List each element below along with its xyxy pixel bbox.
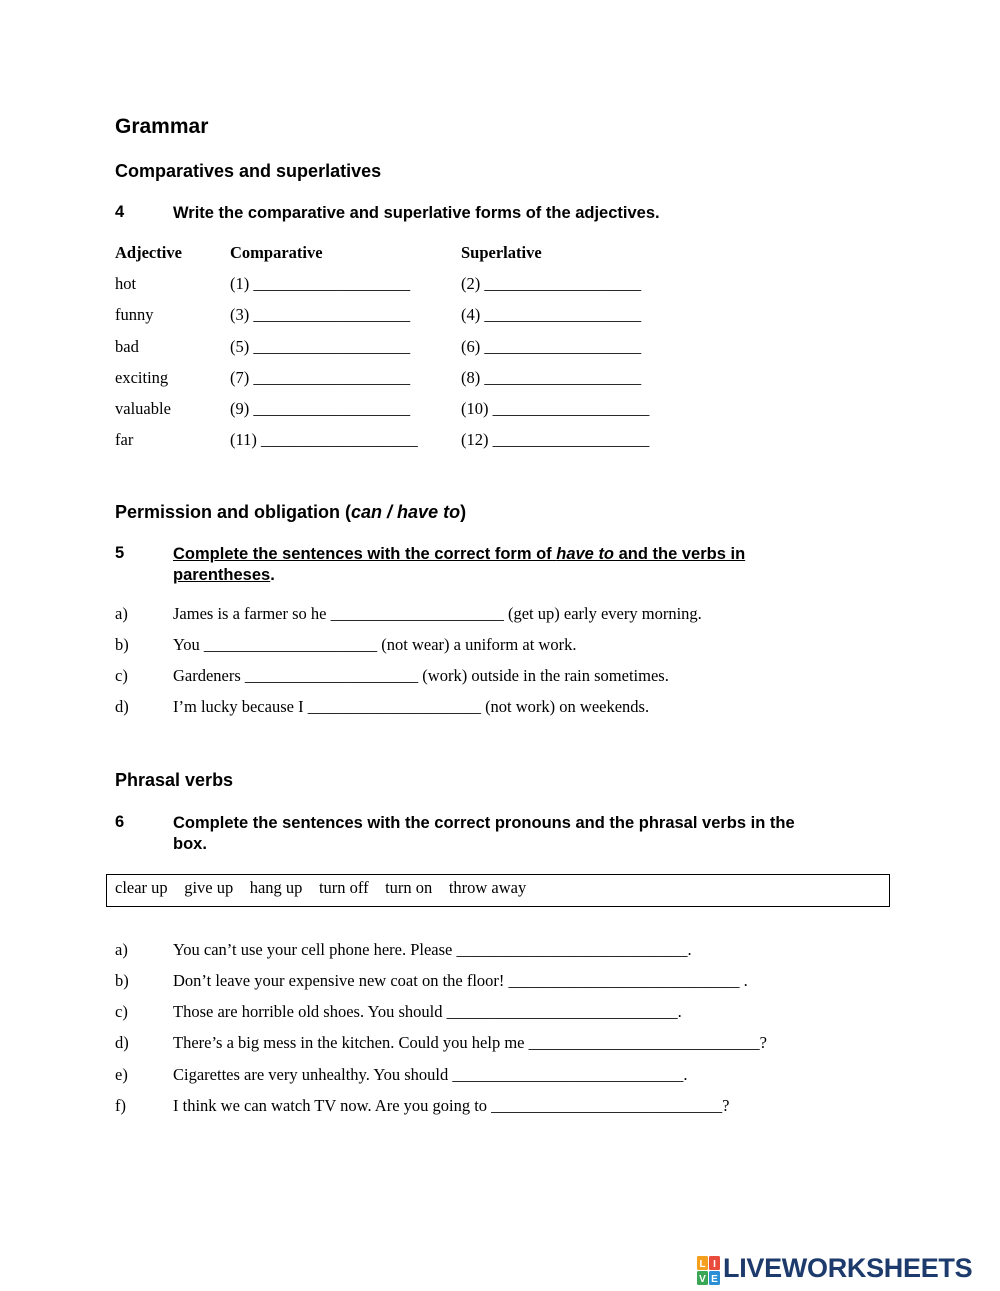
- adjective-cell: hot: [115, 274, 137, 293]
- word-box-item: give up: [184, 878, 234, 897]
- comparative-blank[interactable]: (1) ___________________: [230, 274, 411, 293]
- exercise-6-sentence[interactable]: You can’t use your cell phone here. Please ____________________________.: [173, 940, 692, 959]
- heading-text: Permission and obligation (: [115, 502, 352, 522]
- svg-text:L: L: [699, 1259, 706, 1270]
- adjective-cell: bad: [115, 337, 139, 356]
- table-header-adjective: Adjective: [115, 243, 182, 262]
- logo-text: LIVEWORKSHEETS: [723, 1253, 973, 1283]
- item-label: b): [115, 971, 129, 990]
- table-header-comparative: Comparative: [230, 243, 323, 262]
- exercise-number-6: 6: [115, 813, 125, 831]
- comparative-blank[interactable]: (7) ___________________: [230, 368, 411, 387]
- heading-text-end: ): [460, 502, 467, 522]
- comparative-blank[interactable]: (5) ___________________: [230, 337, 411, 356]
- item-label: f): [115, 1096, 126, 1115]
- adjective-cell: exciting: [115, 368, 169, 387]
- comparative-blank[interactable]: (11) ___________________: [230, 430, 418, 449]
- exercise-5-sentence[interactable]: You _____________________ (not wear) a uniform at work.: [173, 635, 577, 654]
- word-box-item: throw away: [448, 878, 527, 897]
- logo-tiles-icon: [697, 1256, 721, 1286]
- heading-emphasis: can / have to: [351, 502, 461, 522]
- item-label: c): [115, 1002, 128, 1021]
- item-label: a): [115, 604, 128, 623]
- exercise-5-sentence[interactable]: James is a farmer so he _____________________ (get up) early every morning.: [173, 604, 702, 623]
- instruction-emphasis: have to: [556, 545, 615, 563]
- instruction-line-2: parentheses: [173, 566, 271, 584]
- section-heading-phrasal-verbs: Phrasal verbs: [115, 770, 234, 790]
- word-box: [106, 874, 890, 907]
- section-heading-permission: [115, 502, 466, 523]
- superlative-blank[interactable]: (12) ___________________: [461, 430, 650, 449]
- superlative-blank[interactable]: (2) ___________________: [461, 274, 642, 293]
- exercise-6-sentence[interactable]: There’s a big mess in the kitchen. Could you help me ____________________________?: [173, 1033, 767, 1052]
- word-box-item: turn on: [385, 878, 433, 897]
- superlative-blank[interactable]: (10) ___________________: [461, 399, 650, 418]
- comparative-blank[interactable]: (9) ___________________: [230, 399, 411, 418]
- item-label: d): [115, 697, 129, 716]
- superlative-blank[interactable]: (6) ___________________: [461, 337, 642, 356]
- page-title: Grammar: [115, 115, 209, 138]
- exercise-6-sentence[interactable]: Cigarettes are very unhealthy. You should ____________________________.: [173, 1065, 688, 1084]
- instruction-line-2: box.: [173, 835, 207, 853]
- word-box-item: turn off: [318, 878, 369, 897]
- adjective-cell: funny: [115, 305, 154, 324]
- exercise-number-4: 4: [115, 203, 125, 221]
- exercise-6-instruction: [173, 813, 795, 855]
- exercise-5-sentence[interactable]: I’m lucky because I _____________________ (not work) on weekends.: [173, 697, 650, 716]
- section-heading-comparatives: Comparatives and superlatives: [115, 161, 382, 181]
- adjective-cell: valuable: [115, 399, 171, 418]
- exercise-4-instruction: Write the comparative and superlative forms of the adjectives.: [173, 204, 660, 222]
- instruction-text-cont: and the verbs in: [614, 545, 746, 563]
- exercise-number-5: 5: [115, 544, 125, 562]
- item-label: c): [115, 666, 128, 685]
- instruction-period: .: [270, 566, 275, 584]
- table-header-superlative: Superlative: [461, 243, 542, 262]
- comparative-blank[interactable]: (3) ___________________: [230, 305, 411, 324]
- item-label: a): [115, 940, 128, 959]
- exercise-5-instruction: [173, 544, 745, 586]
- word-box-item: hang up: [249, 878, 303, 897]
- word-box-list: [115, 878, 526, 898]
- svg-text:V: V: [699, 1274, 706, 1285]
- superlative-blank[interactable]: (8) ___________________: [461, 368, 642, 387]
- exercise-6-sentence[interactable]: Don’t leave your expensive new coat on the floor! ____________________________ .: [173, 971, 748, 990]
- superlative-blank[interactable]: (4) ___________________: [461, 305, 642, 324]
- item-label: b): [115, 635, 129, 654]
- svg-text:I: I: [713, 1259, 716, 1270]
- adjective-cell: far: [115, 430, 134, 449]
- instruction-text: Complete the sentences with the correct form of: [173, 545, 557, 563]
- item-label: d): [115, 1033, 129, 1052]
- exercise-6-sentence[interactable]: Those are horrible old shoes. You should ____________________________.: [173, 1002, 682, 1021]
- instruction-line-1: Complete the sentences with the correct pronouns and the phrasal verbs in the: [173, 814, 795, 832]
- item-label: e): [115, 1065, 128, 1084]
- svg-text:E: E: [711, 1274, 718, 1285]
- word-box-item: clear up: [115, 878, 168, 897]
- exercise-6-sentence[interactable]: I think we can watch TV now. Are you going to ____________________________?: [173, 1096, 730, 1115]
- exercise-5-sentence[interactable]: Gardeners _____________________ (work) outside in the rain sometimes.: [173, 666, 669, 685]
